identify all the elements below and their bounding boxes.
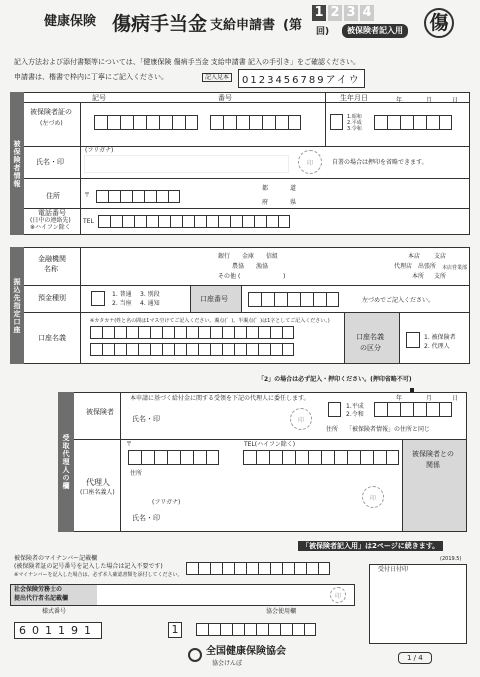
proxy-tel-input[interactable] [243, 450, 399, 465]
era-reiwa: 3.令和 [347, 126, 362, 132]
form-no-label: 様式番号 [42, 608, 67, 615]
holder-input-row1[interactable] [90, 326, 294, 339]
agent-label: 代理人 [86, 478, 110, 487]
insured-name-label: 氏名・印 [36, 158, 64, 166]
pref-do: 道 [290, 185, 297, 192]
title-close-paren: 回) [316, 27, 330, 37]
dob-month-label: 月 [426, 97, 433, 104]
bank-type-gyokyo: 漁協 [256, 263, 269, 270]
proxy-section-label: 受取代理人の欄 [58, 392, 74, 532]
kigo-input[interactable] [94, 115, 198, 130]
proxy-era-reiwa: 2.令和 [346, 411, 364, 418]
branch-shiten: 支店 [434, 253, 447, 260]
org-logo-icon [188, 648, 202, 662]
mynumber-note2: ※マイナンバーを記入した場合は、必ず本人確認書類を添付してください。 [14, 572, 183, 578]
address-same-text: 「被保険者情報」の住所と同じ [346, 426, 431, 433]
agent-furigana: (フリガナ) [152, 499, 181, 506]
deposit-futsu: 1. 普通 [112, 291, 132, 298]
agent-address-label: 住所 [130, 470, 143, 477]
phone-label: 電話番号 [38, 209, 66, 217]
mynumber-title: 被保険者のマイナンバー記載欄 [14, 555, 98, 562]
card-sub: (左づめ) [40, 120, 63, 127]
insured-seal: 印 [298, 150, 322, 174]
title-prefix: 健康保険 [44, 14, 97, 29]
branch-shisho: 支所 [434, 273, 447, 280]
phone-sub2: ※ハイフン除く [30, 224, 71, 231]
other-paren-open: ( [238, 273, 241, 280]
mynumber-note1: (被保険者証の記号番号を記入した場合は記入不要です) [14, 563, 163, 570]
account-input[interactable] [248, 292, 339, 307]
proxy-month-label: 月 [426, 395, 433, 402]
holder-note: ※カタカナ(姓と名の間は1マス空けてご記入ください。濁点(゛)、半濁点(゜)は1字としてご記入ください。) [90, 318, 330, 324]
zip-input[interactable] [96, 190, 180, 203]
office-digit: 1 [168, 622, 182, 638]
era-heisei: 2.平成 [347, 120, 362, 126]
form-no: 601191 [14, 622, 102, 639]
branch-dairiten: 代理店 [394, 263, 413, 270]
rep-seal: 印 [330, 587, 346, 603]
page-tab-2: 2 [328, 5, 342, 21]
agent-sub: (口座名義人) [80, 489, 115, 496]
sample-text: 0123456789アイウ [238, 69, 365, 88]
bank-section-label: 振込先指定口座 [10, 247, 24, 364]
page-indicator: 1 / 4 [398, 652, 432, 664]
deposit-type-input[interactable] [91, 291, 105, 306]
proxy-era-input[interactable] [328, 402, 341, 417]
relation-label: 被保険者との [412, 450, 454, 458]
sub-label: 被保険者記入用 [342, 24, 408, 38]
deposit-betsudan: 3. 別段 [140, 291, 160, 298]
intro-line2: 申請書は、楷書で枠内に丁寧にご記入ください。 [14, 73, 168, 81]
proxy-date-input[interactable] [374, 402, 452, 417]
rep-label: 社会保険労務士の [14, 586, 63, 593]
delegate-text: 本申請に基づく給付金に関する受領を下記の代理人に委任します。 [130, 395, 310, 402]
dob-era-options [347, 114, 362, 132]
pref-ken: 県 [290, 199, 297, 206]
proxy-note: 「2」の場合は必ず記入・押印ください。(押印省略不可) [258, 376, 412, 383]
rep-label2: 提出代行者名記載欄 [14, 595, 69, 602]
proxy-era-heisei: 1.平成 [346, 403, 364, 410]
kigo-label: 記号 [92, 94, 106, 102]
received-label: 受付日付印 [378, 566, 409, 573]
pref-to: 都 [262, 185, 269, 192]
deposit-label: 預金種別 [38, 294, 66, 302]
holder-type-label: 口座名義 [356, 333, 384, 341]
sample-label: 記入見本 [202, 73, 232, 82]
title-main: 傷病手当金 [112, 13, 208, 35]
insured-furigana: (フリガナ) [85, 147, 114, 154]
page-tab-4: 4 [360, 5, 374, 21]
bank-name-label: 金融機関 [38, 255, 66, 263]
era-showa: 1.昭和 [347, 114, 362, 120]
title-open-paren: (第 [283, 18, 302, 33]
card-label: 被保険者証の [30, 108, 72, 116]
bango-input[interactable] [210, 115, 301, 130]
proxy-era-options [346, 403, 364, 419]
zip-mark: 〒 [84, 192, 91, 199]
dob-input[interactable] [374, 115, 452, 130]
org-short: 協会けんぽ [212, 660, 243, 667]
bank-name-label2: 名称 [44, 265, 58, 273]
received-stamp-box [369, 564, 467, 644]
title-suffix: 支給申請書 [210, 18, 276, 33]
version-label: (2019.5) [440, 556, 462, 562]
office-use-boxes [196, 623, 316, 636]
holder-input-row2[interactable] [90, 343, 294, 356]
page-tab-1: 1 [312, 5, 326, 21]
dob-year-label: 年 [396, 97, 403, 104]
continue-note: 「被保険者記入用」は2ページに続きます。 [298, 541, 443, 551]
mynumber-input[interactable] [186, 562, 330, 575]
bango-label: 番号 [218, 94, 232, 102]
account-note: 左づめでご記入ください。 [362, 297, 435, 304]
holder-type-input[interactable] [406, 332, 420, 348]
holder-type-proxy: 2. 代理人 [424, 343, 450, 350]
bank-type-nokyo: 農協 [232, 263, 245, 270]
proxy-zip-mark: 〒 [126, 441, 133, 448]
sign-note: 自署の場合は押印を省略できます。 [332, 159, 428, 166]
holder-label: 口座名義 [38, 334, 66, 342]
page-tab-3: 3 [344, 5, 358, 21]
agent-seal: 印 [362, 486, 384, 508]
org-name: 全国健康保険協会 [206, 646, 286, 657]
insured-name-input[interactable] [84, 155, 289, 173]
dob-day-label: 日 [452, 97, 459, 104]
branch-shutchojo: 出張所 [418, 263, 437, 270]
proxy-address-label: 住所 [326, 426, 339, 433]
page-tabs [312, 5, 374, 21]
pref-fu: 府 [262, 199, 269, 206]
branch-honsho: 本所 [412, 273, 425, 280]
dob-era-input[interactable] [330, 114, 343, 130]
proxy-zip-input[interactable] [128, 450, 219, 465]
holder-type-insured: 1. 被保険者 [424, 334, 456, 341]
proxy-tel-label: TEL(ハイフン除く) [244, 441, 296, 448]
address-label: 住所 [46, 192, 60, 200]
relation-label2: 関係 [426, 461, 440, 469]
proxy-insured-label: 被保険者 [86, 408, 114, 416]
proxy-name-label: 氏名・印 [132, 415, 160, 423]
deposit-toza: 2. 当座 [112, 300, 132, 307]
phone-input[interactable] [98, 215, 290, 228]
branch-honten: 本店 [408, 253, 421, 260]
deposit-tsuchi: 4. 通知 [140, 300, 160, 307]
bank-type-kinko: 金庫 [242, 253, 255, 260]
account-label: 口座番号 [200, 295, 228, 303]
tel-label: TEL [83, 218, 94, 225]
dob-label: 生年月日 [340, 94, 368, 102]
office-label: 協会使用欄 [266, 608, 297, 615]
holder-type-label2: の区分 [360, 344, 381, 352]
proxy-seal: 印 [290, 408, 312, 430]
intro-line1: 記入方法および添付書類等については、「健康保険 傷病手当金 支給申請書 記入の手引き」をご確認ください。 [14, 58, 361, 66]
phone-sub1: (日中の連絡先) [30, 217, 71, 224]
bank-type-other: その他 [218, 273, 237, 280]
insured-section-label: 被保険者情報 [10, 92, 24, 235]
bank-type-bank: 銀行 [218, 253, 231, 260]
kanji-badge: 傷 [424, 8, 454, 38]
other-paren-close: ) [283, 273, 286, 280]
proxy-year-label: 年 [396, 395, 403, 402]
proxy-day-label: 日 [452, 395, 459, 402]
bank-type-shinkumi: 信組 [266, 253, 279, 260]
agent-name-label: 氏名・印 [132, 514, 160, 522]
branch-honten-eigyobu: 本店営業部 [442, 265, 468, 271]
